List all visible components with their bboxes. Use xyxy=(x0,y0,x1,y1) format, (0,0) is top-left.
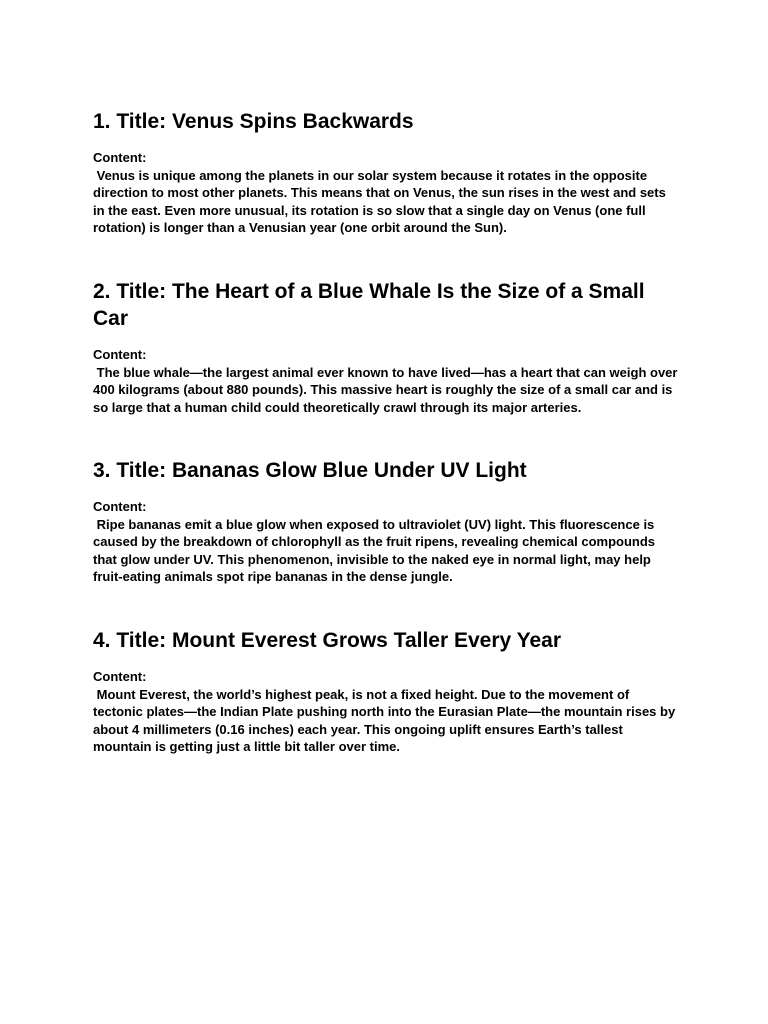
section-body: Mount Everest, the world’s highest peak, is not a fixed height. Due to the movement of tectonic plates—the Indian Plate pushing north into the Eurasian Plate—the mountain rises by about 4 millimeters (0.16 inches) each year. This ongoing uplift ensures Earth’s tallest mountain is getting just a little bit taller over time. xyxy=(93,686,679,755)
content-label: Content: xyxy=(93,499,147,514)
fact-section-bananas xyxy=(93,457,678,586)
content-label: Content: xyxy=(93,347,147,362)
section-body: The blue whale—the largest animal ever known to have lived—has a heart that can weigh over 400 kilograms (about 880 pounds). This massive heart is roughly the size of a small car and is so large that a human child could theoretically crawl through its major arteries. xyxy=(93,364,682,415)
section-title: 2. Title: The Heart of a Blue Whale Is the Size of a Small Car xyxy=(93,280,645,330)
content-label: Content: xyxy=(93,150,147,165)
fact-section-everest xyxy=(93,627,678,756)
section-title: 1. Title: Venus Spins Backwards xyxy=(93,110,414,133)
section-title: 4. Title: Mount Everest Grows Taller Every Year xyxy=(93,629,562,652)
fact-section-blue-whale xyxy=(93,278,682,416)
fact-section-venus xyxy=(93,108,678,237)
section-title: 3. Title: Bananas Glow Blue Under UV Light xyxy=(93,459,527,482)
content-label: Content: xyxy=(93,669,147,684)
section-body: Venus is unique among the planets in our solar system because it rotates in the opposite direction to most other planets. This means that on Venus, the sun rises in the west and sets in the east. Even more unusual, its rotation is so slow that a single day on Venus (one full rotation) is longer than a Venusian year (one orbit around the Sun). xyxy=(93,167,670,236)
section-body: Ripe bananas emit a blue glow when exposed to ultraviolet (UV) light. This fluorescence is caused by the breakdown of chlorophyll as the fruit ripens, revealing chemical compounds that glow under UV. This phenomenon, invisible to the naked eye in normal light, may help fruit-eating animals spot ripe bananas in the dense jungle. xyxy=(93,516,659,585)
